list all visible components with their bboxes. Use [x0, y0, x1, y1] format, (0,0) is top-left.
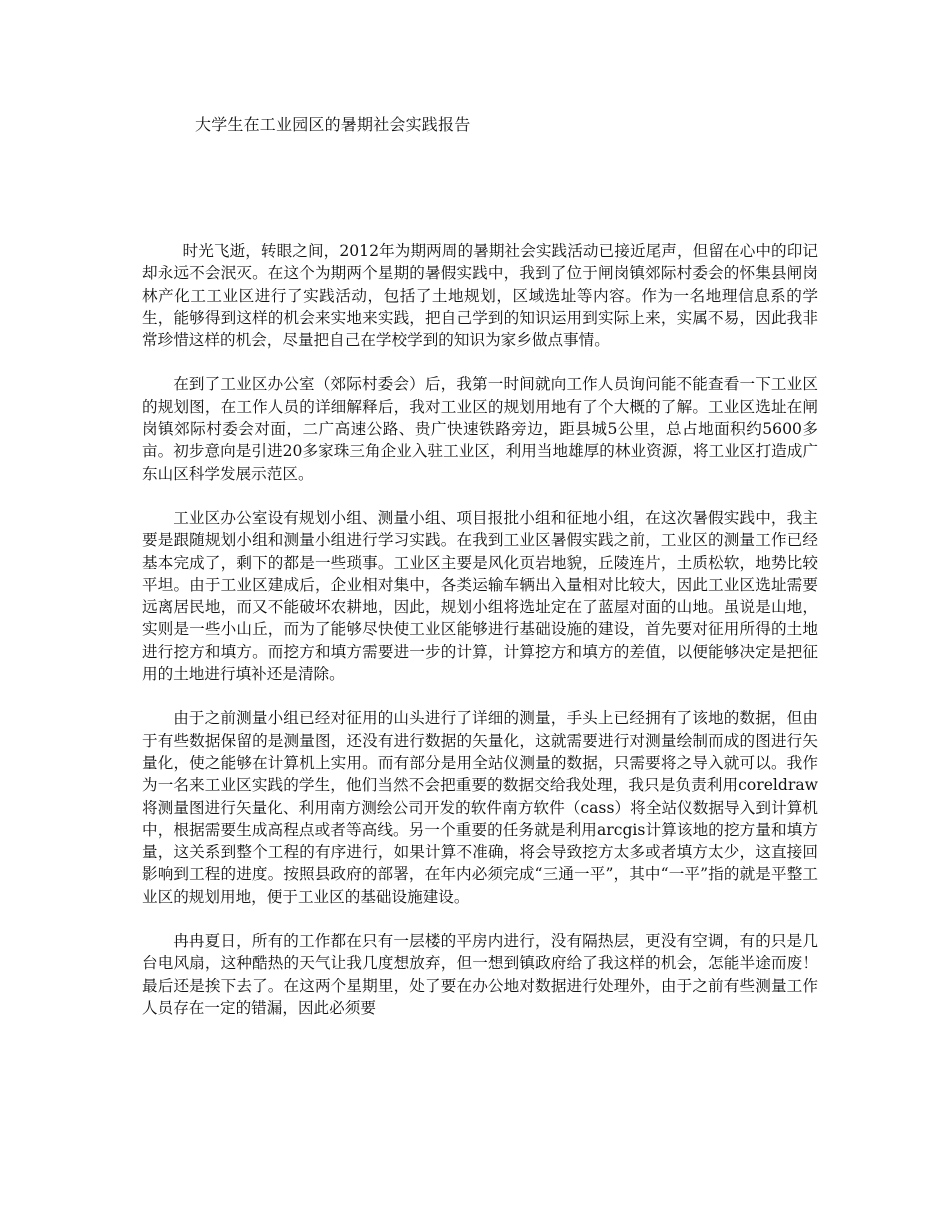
paragraph-2: 在到了工业区办公室（郊际村委会）后，我第一时间就向工作人员询问能不能查看一下工业区的规划图，在工作人员的详细解释后，我对工业区的规划用地有了个大概的了解。工业区选址在闸岗镇郊际村委会对面，二广高速公路、贵广快速铁路旁边，距县城5公里，总占地面积约5600多亩。初步意向是引进20多家珠三角企业入驻工业区，利用当地雄厚的林业资源，将工业区打造成广东山区科学发展示范区。: [142, 375, 818, 483]
paragraph-3: 工业区办公室设有规划小组、测量小组、项目报批小组和征地小组，在这次暑假实践中，我主要是跟随规划小组和测量小组进行学习实践。在我到工业区暑假实践之前，工业区的测量工作已经基本完成了，剩下的都是一些琐事。工业区主要是风化页岩地貌，丘陵连片，土质松软，地势比较平坦。由于工业区建成后，企业相对集中，各类运输车辆出入量相对比较大，因此工业区选址需要远离居民地，而又不能破坏农耕地，因此，规划小组将选址定在了蓝屋对面的山地。虽说是山地，实则是一些小山丘，而为了能够尽快使工业区能够进行基础设施的建设，首先要对征用所得的土地进行挖方和填方。而挖方和填方需要进一步的计算，计算挖方和填方的差值，以便能够决定是把征用的土地进行填补还是清除。: [142, 508, 818, 684]
paragraph-1: 时光飞逝，转眼之间，2012年为期两周的暑期社会实践活动已接近尾声，但留在心中的印记却永远不会泯灭。在这个为期两个星期的暑假实践中，我到了位于闸岗镇郊际村委会的怀集县闸岗林产化工工业区进行了实践活动，包括了土地规划，区域选址等内容。作为一名地理信息系的学生，能够得到这样的机会来实地来实践，把自己学到的知识运用到实际上来，实属不易，因此我非常珍惜这样的机会，尽量把自己在学校学到的知识为家乡做点事情。: [142, 242, 818, 350]
paragraph-4: 由于之前测量小组已经对征用的山头进行了详细的测量，手头上已经拥有了该地的数据，但由于有些数据保留的是测量图，还没有进行数据的矢量化，这就需要进行对测量绘制而成的图进行矢量化，使之能够在计算机上实用。而有部分是用全站仪测量的数据，只需要将之导入就可以。我作为一名来工业区实践的学生，他们当然不会把重要的数据交给我处理，我只是负责利用coreldraw将测量图进行矢量化、利用南方测绘公司开发的软件南方软件（cass）将全站仪数据导入到计算机中，根据需要生成高程点或者等高线。另一个重要的任务就是利用arcgis计算该地的挖方量和填方量，这关系到整个工程的有序进行，如果计算不准确，将会导致挖方太多或者填方太少，这直接回影响到工程的进度。按照县政府的部署，在年内必须完成“三通一平”，其中“一平”指的就是平整工业区的规划用地，便于工业区的基础设施建设。: [142, 709, 818, 906]
document-title: 大学生在工业园区的暑期社会实践报告: [195, 115, 471, 134]
paragraph-5: 冉冉夏日，所有的工作都在只有一层楼的平房内进行，没有隔热层，更没有空调，有的只是几台电风扇，这种酷热的天气让我几度想放弃，但一想到镇政府给了我这样的机会，怎能半途而废！最后还是挨下去了。在这两个星期里，处了要在办公地对数据进行处理外，由于之前有些测量工作人员存在一定的错漏，因此必须要: [142, 932, 818, 1017]
document-body: [142, 240, 818, 1041]
